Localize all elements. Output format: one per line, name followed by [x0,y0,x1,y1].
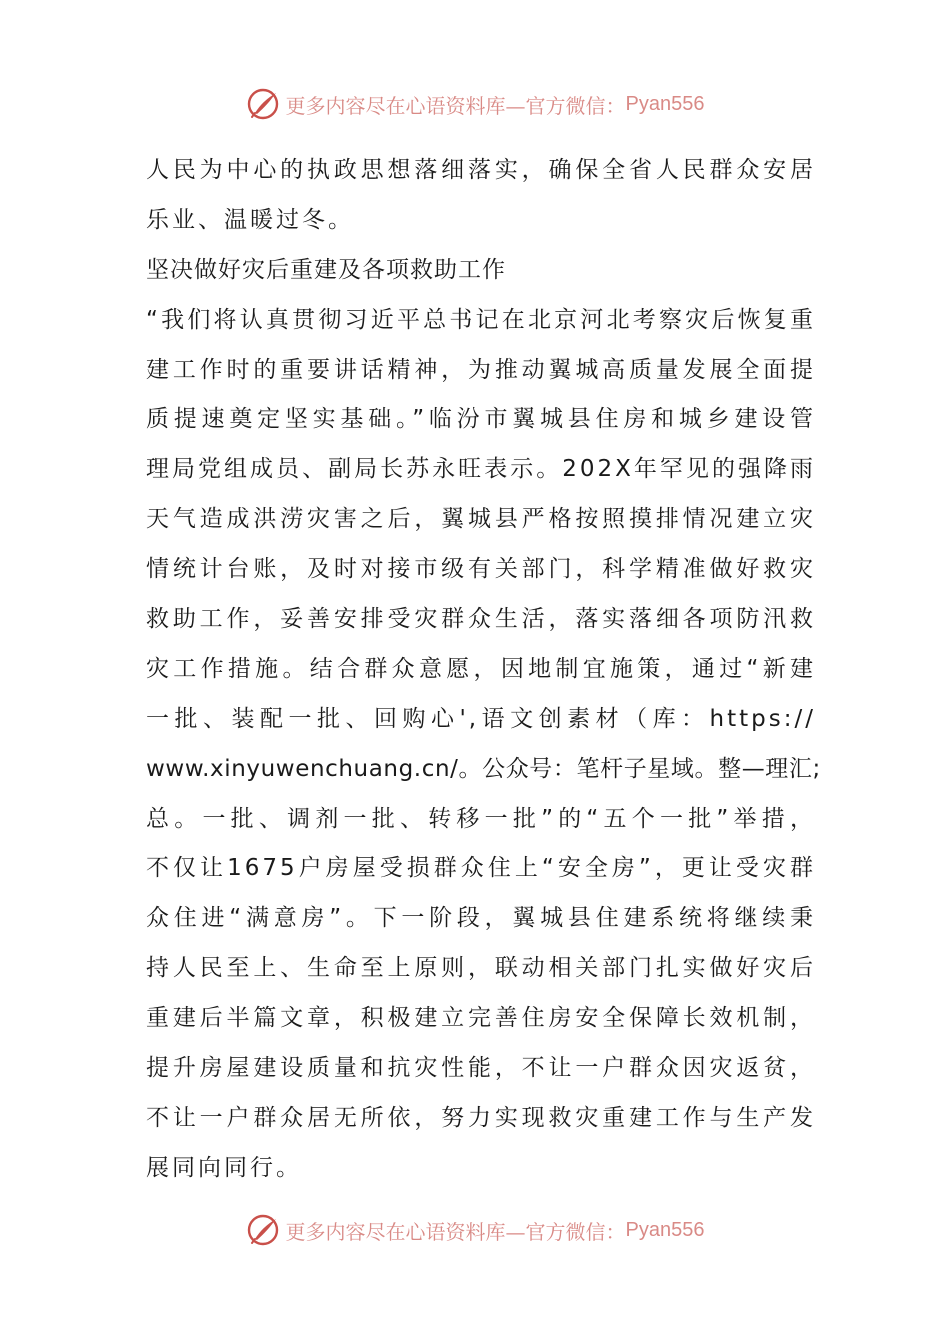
section-heading: 坚决做好灾后重建及各项救助工作 [146,256,506,283]
text-line: www.xinyuwenchuang.cn/。公众号：笔杆子星域。整—理汇; [146,755,821,782]
text-line: 建工作时的重要讲话精神，为推动翼城高质量发展全面提 [146,356,816,383]
footer-watermark [0,1210,950,1250]
quill-logo-icon [246,87,280,121]
text-line: 一批、装配一批、回购心',语文创素材（库：https:// [146,705,816,732]
watermark-handle: Pyan556 [625,1218,705,1241]
text-line: 众住进“满意房”。下一阶段，翼城县住建系统将继续秉 [146,905,816,932]
text-line: 天气造成洪涝灾害之后，翼城县严格按照摸排情况建立灾 [146,506,816,533]
text-line: 展同向同行。 [146,1154,302,1181]
text-line: 人民为中心的执政思想落细落实，确保全省人民群众安居 [146,157,816,183]
text-line: 不仅让1675户房屋受损群众住上“安全房”，更让受灾群 [146,855,816,882]
text-line: 不让一户群众居无所依，努力实现救灾重建工作与生产发 [146,1104,816,1131]
text-line: 理局党组成员、副局长苏永旺表示。202X年罕见的强降雨 [146,456,816,483]
quill-logo-icon [246,1213,280,1247]
text-line: 灾工作措施。结合群众意愿，因地制宜施策，通过“新建 [146,655,816,682]
watermark-brand-text: 更多内容尽在心语资料库—官方微信： [285,93,626,118]
text-line: 乐业、温暖过冬。 [146,206,354,233]
text-line: 救助工作，妥善安排受灾群众生活，落实落细各项防汛救 [146,606,816,633]
text-line: 质提速奠定坚实基础。”临汾市翼城县住房和城乡建设管 [146,406,816,433]
watermark-handle: Pyan556 [625,92,705,115]
article-body [146,146,821,1194]
text-line: 重建后半篇文章，积极建立完善住房安全保障长效机制， [146,1005,816,1032]
text-line: 情统计台账，及时对接市级有关部门，科学精准做好救灾 [146,556,816,583]
watermark-brand-text: 更多内容尽在心语资料库—官方微信： [285,1219,626,1244]
text-line: 提升房屋建设质量和抗灾性能，不让一户群众因灾返贫， [146,1055,816,1082]
text-line: 持人民至上、生命至上原则，联动相关部门扎实做好灾后 [146,955,816,982]
header-watermark [0,84,950,124]
text-line: “我们将认真贯彻习近平总书记在北京河北考察灾后恢复重 [146,306,816,333]
text-line: 总。一批、调剂一批、转移一批”的“五个一批”举措， [146,805,816,832]
